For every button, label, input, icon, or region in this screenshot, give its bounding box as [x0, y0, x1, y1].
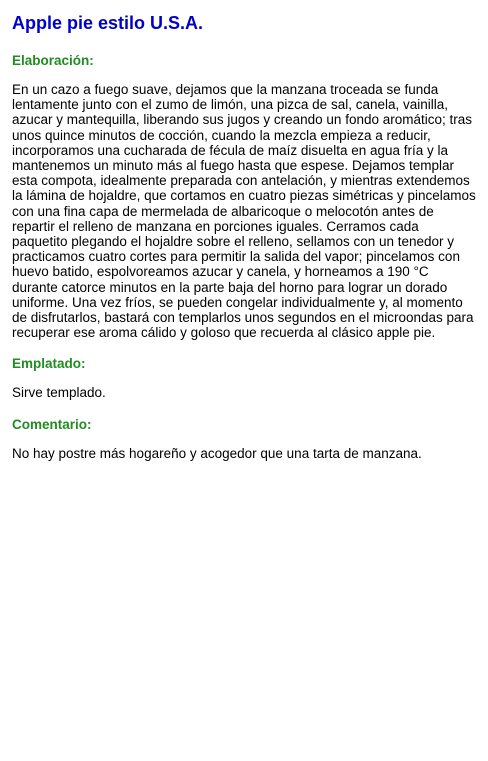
section-comentario — [12, 416, 476, 461]
emplatado-heading: Emplatado: — [12, 356, 86, 372]
section-elaboracion — [12, 52, 476, 340]
recipe-title: Apple pie estilo U.S.A. — [12, 13, 204, 33]
comentario-heading: Comentario: — [12, 416, 92, 432]
elaboracion-text: En un cazo a fuego suave, dejamos que la manzana troceada se funda lentamente junto con el zumo de limón, una pizca de sal, canela, vainilla, azucar y mantequilla, liberando sus jugos y creando un fondo aromático; tras unos quince minutos de cocción, cuando la mezcla empieza a reducir, incorporamos una cucharada de fécula de maíz disuelta en agua fría y la mantenemos un minuto más al fuego hasta que espese. Dejamos templar esta compota, idealmente preparada con antelación, y mientras extendemos la lámina de hojaldre, que cortamos en cuatro piezas simétricas y pincelamos con una fina capa de mermelada de albaricoque o melocotón antes de repartir el relleno de manzana en porciones iguales. Cerramos cada paquetito plegando el hojaldre sobre el relleno, sellamos con un tenedor y practicamos cuatro cortes para permitir la salida del vapor; pincelamos con huevo batido, espolvoreamos azucar y canela, y horneamos a 190 °C durante catorce minutos en la parte baja del horno para lograr un dorado uniforme. Una vez fríos, se pueden congelar individualmente y, al momento de disfrutarlos, bastará con templarlos unos segundos en el microondas para recuperar ese aroma cálido y goloso que recuerda al clásico apple pie. — [12, 82, 476, 341]
elaboracion-heading: Elaboración: — [12, 53, 94, 68]
comentario-text: No hay postre más hogareño y acogedor que una tarta de manzana. — [12, 445, 422, 461]
emplatado-text: Sirve templado. — [12, 385, 106, 401]
section-emplatado — [12, 355, 476, 400]
